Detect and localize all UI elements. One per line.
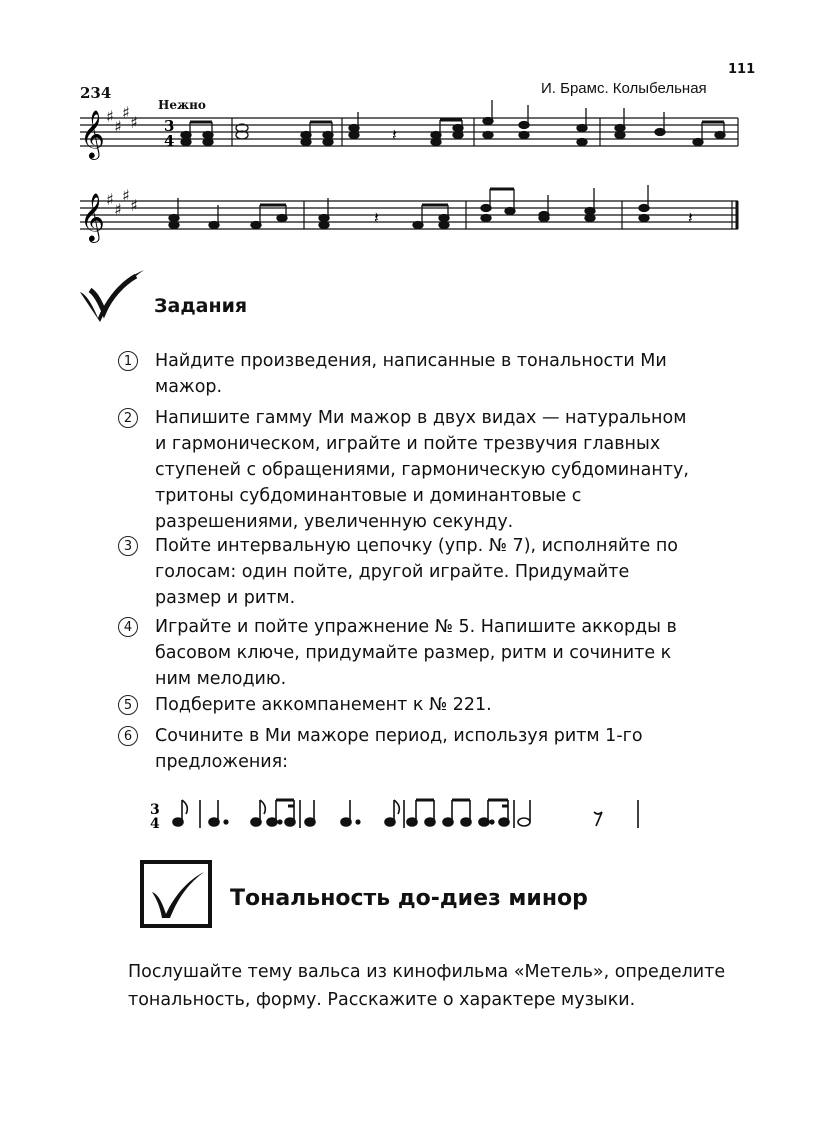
svg-text:♯: ♯ — [106, 190, 114, 209]
task-text: Подберите аккомпанемент к № 221. — [155, 695, 492, 715]
checkmark-icon — [76, 268, 148, 324]
svg-text:♯: ♯ — [130, 196, 138, 215]
svg-text:3: 3 — [164, 117, 175, 135]
task-number: 4 — [118, 617, 138, 637]
task-text: Играйте и пойте упражнение № 5. Напишите аккорды в басовом ключе, придумайте размер, ритм и сочините к ним мелодию. — [155, 617, 677, 689]
svg-text:♯: ♯ — [130, 113, 138, 132]
svg-text:4: 4 — [164, 132, 175, 150]
svg-text:♯: ♯ — [122, 103, 130, 122]
svg-text:𝄽: 𝄽 — [392, 125, 397, 144]
key-signature-sharps — [106, 186, 138, 219]
treble-clef-icon: 𝄞 — [80, 109, 105, 158]
task-number: 5 — [118, 695, 138, 715]
task-text: Сочините в Ми мажоре период, используя ритм 1-го предложения: — [155, 726, 643, 772]
svg-text:♯: ♯ — [114, 200, 122, 219]
key-signature-sharps — [106, 103, 138, 136]
rhythm-pattern — [150, 792, 650, 836]
task-number: 1 — [118, 351, 138, 371]
task-text: Пойте интервальную цепочку (упр. № 7), исполняйте по голосам: один пойте, другой играйте. Придумайте размер и ритм. — [155, 536, 678, 608]
svg-text:3: 3 — [150, 802, 160, 818]
task-number: 6 — [118, 726, 138, 746]
piece-title: И. Брамс. Колыбельная — [541, 80, 707, 97]
tempo-marking: Нежно — [158, 98, 206, 112]
page-number: 111 — [728, 62, 756, 77]
section-title: Тональность до-диез минор — [230, 886, 588, 911]
boxed-checkmark-icon — [140, 860, 214, 930]
music-staff-1 — [74, 100, 742, 160]
time-signature — [164, 117, 174, 150]
svg-text:4: 4 — [150, 816, 160, 832]
svg-text:♯: ♯ — [114, 117, 122, 136]
task-text: Напишите гамму Ми мажор в двух видах — натуральном и гармоническом, играйте и пойте трезвучия главных ступеней с обращениями, гармоническую субдоминанту, тритоны субдоминантовые и доминантовые с разрешениями, увеличенную секунду. — [155, 408, 689, 532]
svg-text:𝄽: 𝄽 — [374, 208, 379, 227]
music-staff-2 — [74, 183, 742, 243]
tasks-heading: Задания — [154, 295, 248, 317]
example-number: 234 — [80, 84, 112, 102]
treble-clef-icon: 𝄞 — [80, 192, 105, 241]
svg-text:♯: ♯ — [122, 186, 130, 205]
svg-text:𝄽: 𝄽 — [688, 208, 693, 227]
listening-task: Послушайте тему вальса из кинофильма «Метель», определите тональность, форму. Расскажите о характере музыки. — [128, 962, 726, 1010]
task-number: 2 — [118, 408, 138, 428]
task-number: 3 — [118, 536, 138, 556]
task-text: Найдите произведения, написанные в тональности Ми мажор. — [155, 351, 667, 397]
svg-text:♯: ♯ — [106, 107, 114, 126]
